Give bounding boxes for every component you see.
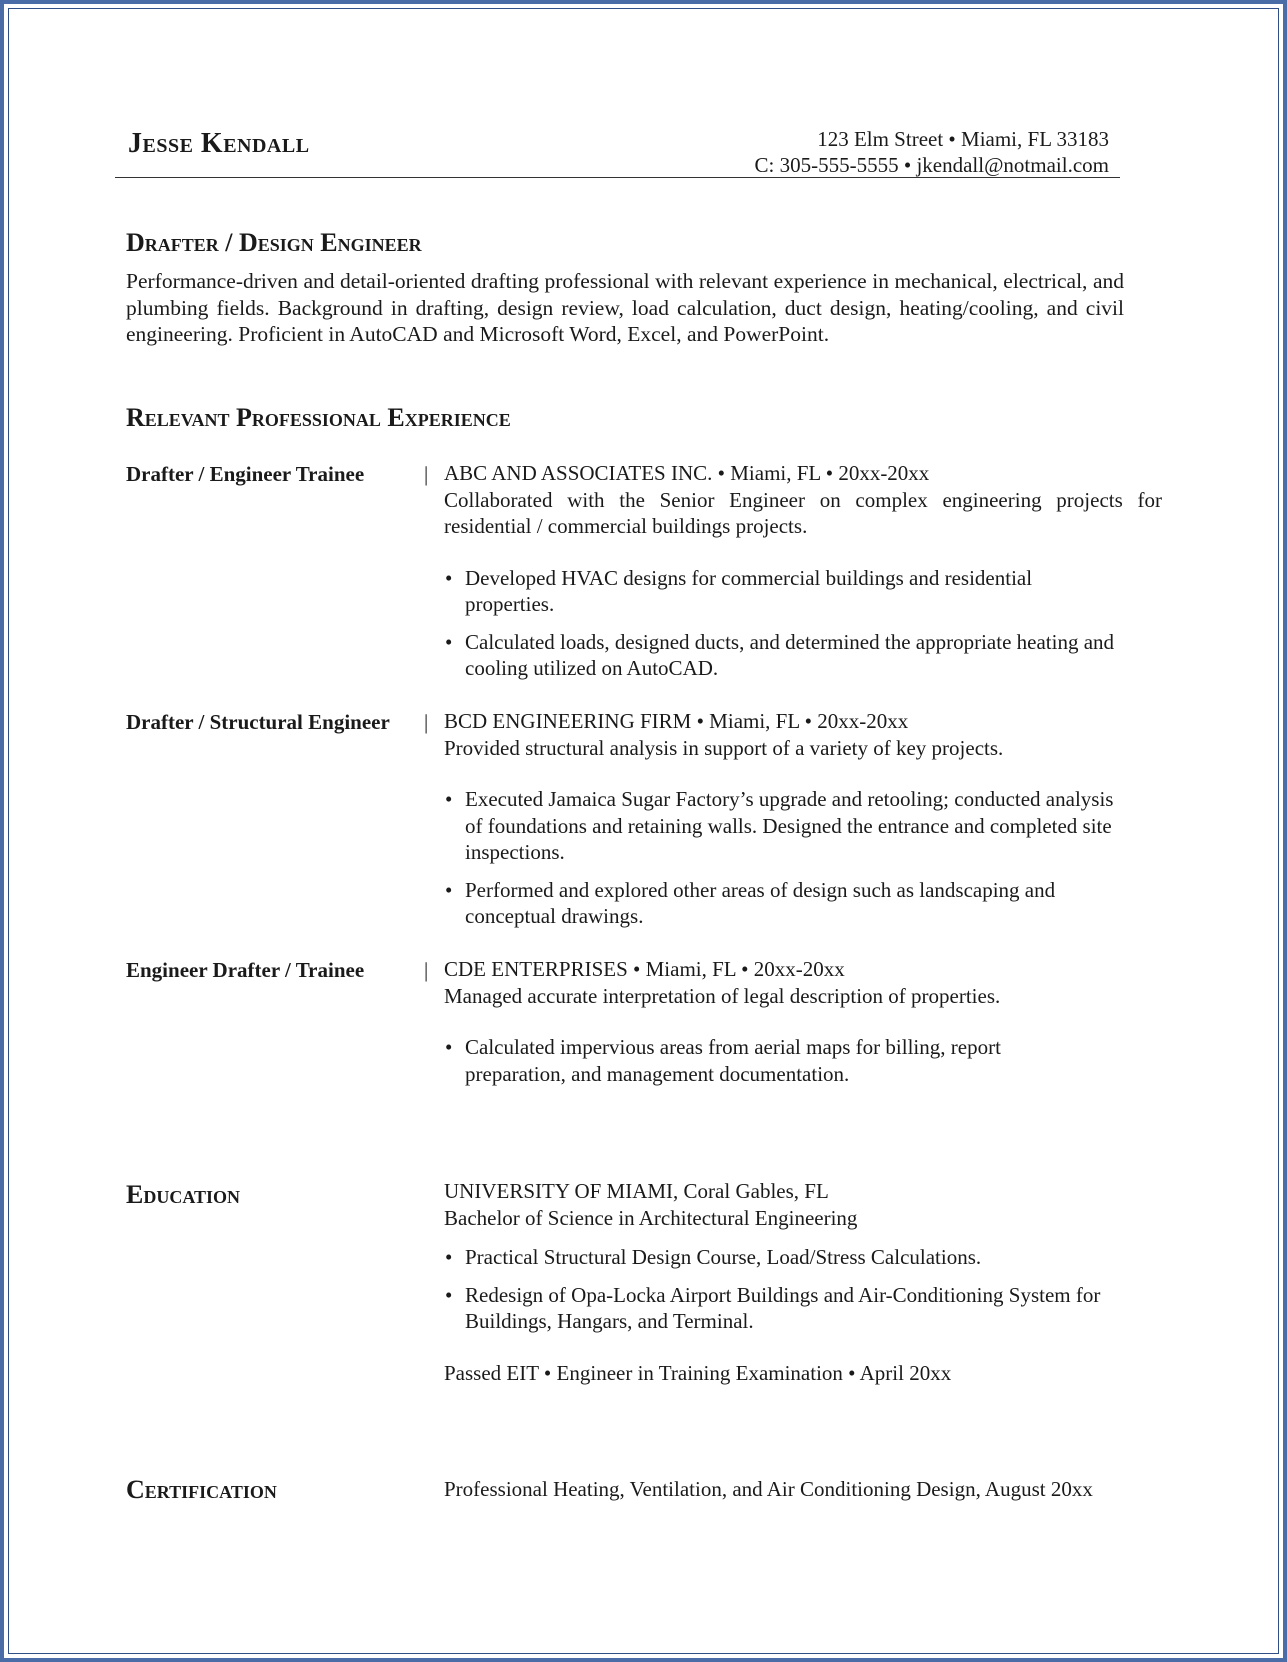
role-separator: |: [424, 710, 429, 734]
certification-text: Professional Heating, Ventilation, and Air Conditioning Design, August 20xx: [444, 1477, 1093, 1501]
job-entry: [444, 708, 1162, 930]
header-divider: [115, 177, 1120, 178]
education-exam: Passed EIT • Engineer in Training Examination • April 20xx: [444, 1360, 952, 1385]
job-entry: [444, 460, 1162, 682]
certification-heading: Certification: [126, 1475, 277, 1504]
education-heading: Education: [126, 1180, 241, 1209]
job-role: Drafter / Structural Engineer: [126, 710, 390, 734]
list-item: • Calculated loads, designed ducts, and determined the appropriate heating and cooling utilized on AutoCAD.: [444, 629, 1145, 682]
job-description: Provided structural analysis in support of a variety of key projects.: [444, 735, 1004, 760]
job-company: BCD ENGINEERING FIRM • Miami, FL • 20xx-20xx: [444, 709, 909, 733]
job-description: Collaborated with the Senior Engineer on complex engineering projects for residential / commercial buildings projects.: [444, 487, 1162, 538]
experience-heading: Relevant Professional Experience: [126, 403, 511, 432]
job-title-heading: Drafter / Design Engineer: [126, 228, 422, 257]
contact-block: [755, 126, 1109, 178]
job-role: Engineer Drafter / Trainee: [126, 958, 365, 982]
job-role: Drafter / Engineer Trainee: [126, 462, 365, 486]
list-item: • Performed and explored other areas of design such as landscaping and conceptual drawings.: [444, 877, 1125, 930]
job-company: ABC AND ASSOCIATES INC. • Miami, FL • 20xx-20xx: [444, 461, 930, 485]
job-bullets: [444, 565, 1162, 682]
education-school: UNIVERSITY OF MIAMI, Coral Gables, FL: [444, 1179, 829, 1203]
list-item: • Executed Jamaica Sugar Factory’s upgrade and retooling; conducted analysis of foundations and retaining walls. Designed the entrance and completed site inspections.: [444, 786, 1125, 866]
list-item: • Calculated impervious areas from aerial maps for billing, report preparation, and management documentation.: [444, 1034, 1085, 1087]
education-bullets: [444, 1244, 1184, 1335]
job-description: Managed accurate interpretation of legal description of properties.: [444, 983, 1001, 1008]
job-entry: [444, 956, 1162, 1087]
list-item: • Developed HVAC designs for commercial buildings and residential properties.: [444, 565, 1095, 618]
summary-paragraph: Performance-driven and detail-oriented drafting professional with relevant experience in mechanical, electrical, and plumbing fields. Background in drafting, design review, load calculation, duct design, heating/cooling, and civil engineering. Proficient in AutoCAD and Microsoft Word, Excel, and PowerPoint.: [126, 269, 1124, 346]
candidate-name: Jesse Kendall: [128, 128, 310, 159]
education-degree: Bachelor of Science in Architectural Engineering: [444, 1205, 858, 1230]
list-item: • Practical Structural Design Course, Load/Stress Calculations.: [444, 1244, 1184, 1271]
education-entry: [444, 1178, 1184, 1386]
role-separator: |: [424, 462, 429, 486]
job-company: CDE ENTERPRISES • Miami, FL • 20xx-20xx: [444, 957, 845, 981]
list-item: • Redesign of Opa-Locka Airport Buildings and Air-Conditioning System for Buildings, Hangars, and Terminal.: [444, 1282, 1185, 1335]
job-bullets: [444, 1034, 1162, 1087]
role-separator: |: [424, 958, 429, 982]
contact-phone-email: C: 305-555-5555 • jkendall@notmail.com: [754, 153, 1109, 177]
job-bullets: [444, 786, 1162, 930]
contact-address: 123 Elm Street • Miami, FL 33183: [817, 127, 1109, 151]
